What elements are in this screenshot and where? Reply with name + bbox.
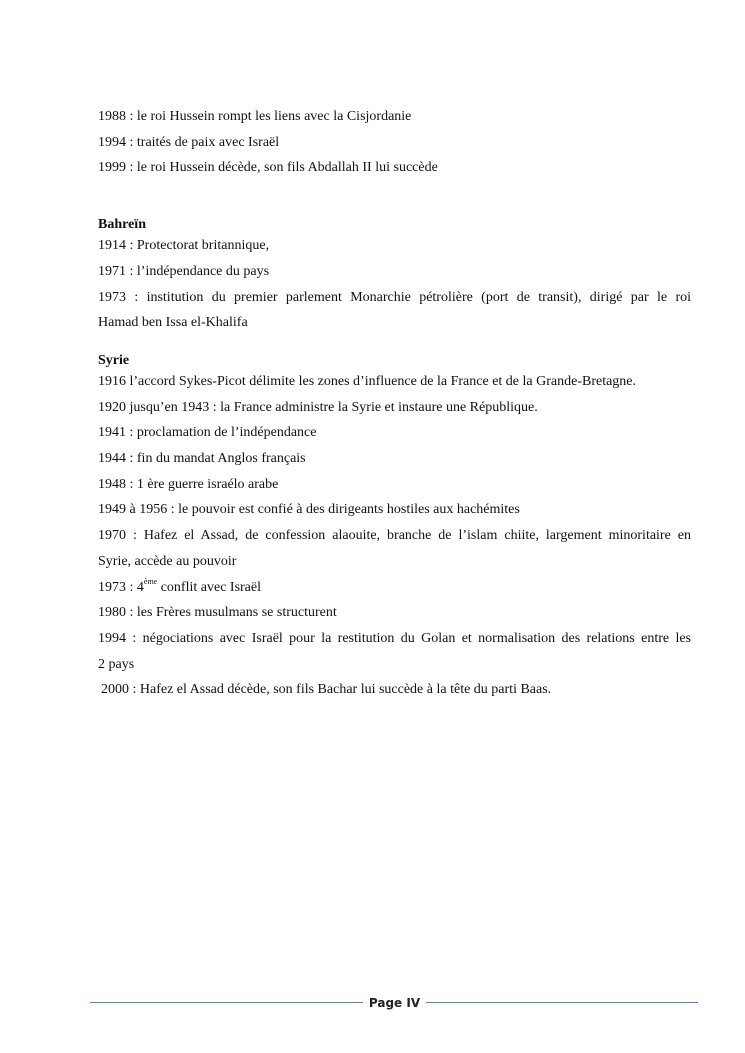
timeline-entry-1971: 1971 : l’indépendance du pays (98, 263, 270, 279)
timeline-entry-1970-line1: 1970 : Hafez el Assad, de confession alaouite, branche de l’islam chiite, largement minoritaire en (98, 528, 691, 544)
timeline-entry-1948: 1948 : 1 ère guerre israélo arabe (98, 476, 279, 492)
timeline-entry-1994-line1: 1994 : négociations avec Israël pour la restitution du Golan et normalisation des relations entre les (98, 630, 691, 646)
timeline-entry-1914: 1914 : Protectorat britannique, (98, 238, 270, 254)
page-footer (90, 993, 698, 1013)
timeline-entry-1973-line2: Hamad ben Issa el-Khalifa (98, 315, 248, 331)
section-heading-bahrain: Bahreïn (98, 217, 146, 233)
footer-rule-left (90, 1002, 363, 1003)
timeline-entry-1941: 1941 : proclamation de l’indépendance (98, 425, 317, 441)
timeline-entry-1980: 1980 : les Frères musulmans se structurent (98, 605, 337, 621)
timeline-entry-1916: 1916 l’accord Sykes-Picot délimite les zones d’influence de la France et de la Grande-Bretagne. (98, 373, 637, 389)
section-gap (98, 181, 691, 217)
entry-text: 1973 : 4 (98, 579, 144, 595)
ordinal-superscript: ème (143, 576, 158, 586)
bahrain-section (98, 217, 691, 336)
timeline-entry-1920: 1920 jusqu’en 1943 : la France administre la Syrie et instaure une République. (98, 399, 538, 415)
timeline-entry-1994: 1994 : traités de paix avec Israël (98, 134, 280, 150)
entry-text: conflit avec Israël (157, 579, 261, 595)
timeline-entry-1973-line1: 1973 : institution du premier parlement Monarchie pétrolière (port de transit), dirigé par le roi (98, 289, 691, 305)
timeline-entry-1994-line2: 2 pays (98, 656, 135, 672)
timeline-entry-1988: 1988 : le roi Hussein rompt les liens avec la Cisjordanie (98, 109, 412, 124)
timeline-entry-1970-line2: Syrie, accède au pouvoir (98, 553, 237, 569)
timeline-entry-1973-syria (98, 575, 691, 601)
section-heading-syria: Syrie (98, 352, 130, 368)
timeline-entry-1949: 1949 à 1956 : le pouvoir est confié à des dirigeants hostiles aux hachémites (98, 502, 520, 518)
timeline-entry-1944: 1944 : fin du mandat Anglos français (98, 451, 306, 467)
footer-rule-right (426, 1002, 698, 1003)
page-number: Page IV (368, 996, 421, 1010)
timeline-entry-2000: 2000 : Hafez el Assad décède, son fils Bachar lui succède à la tête du parti Baas. (101, 682, 552, 698)
timeline-entry-1999: 1999 : le roi Hussein décède, son fils Abdallah II lui succède (98, 160, 438, 176)
section-gap (98, 336, 691, 353)
document-body (98, 104, 691, 703)
syria-section (98, 353, 691, 703)
jordan-section (98, 104, 691, 181)
